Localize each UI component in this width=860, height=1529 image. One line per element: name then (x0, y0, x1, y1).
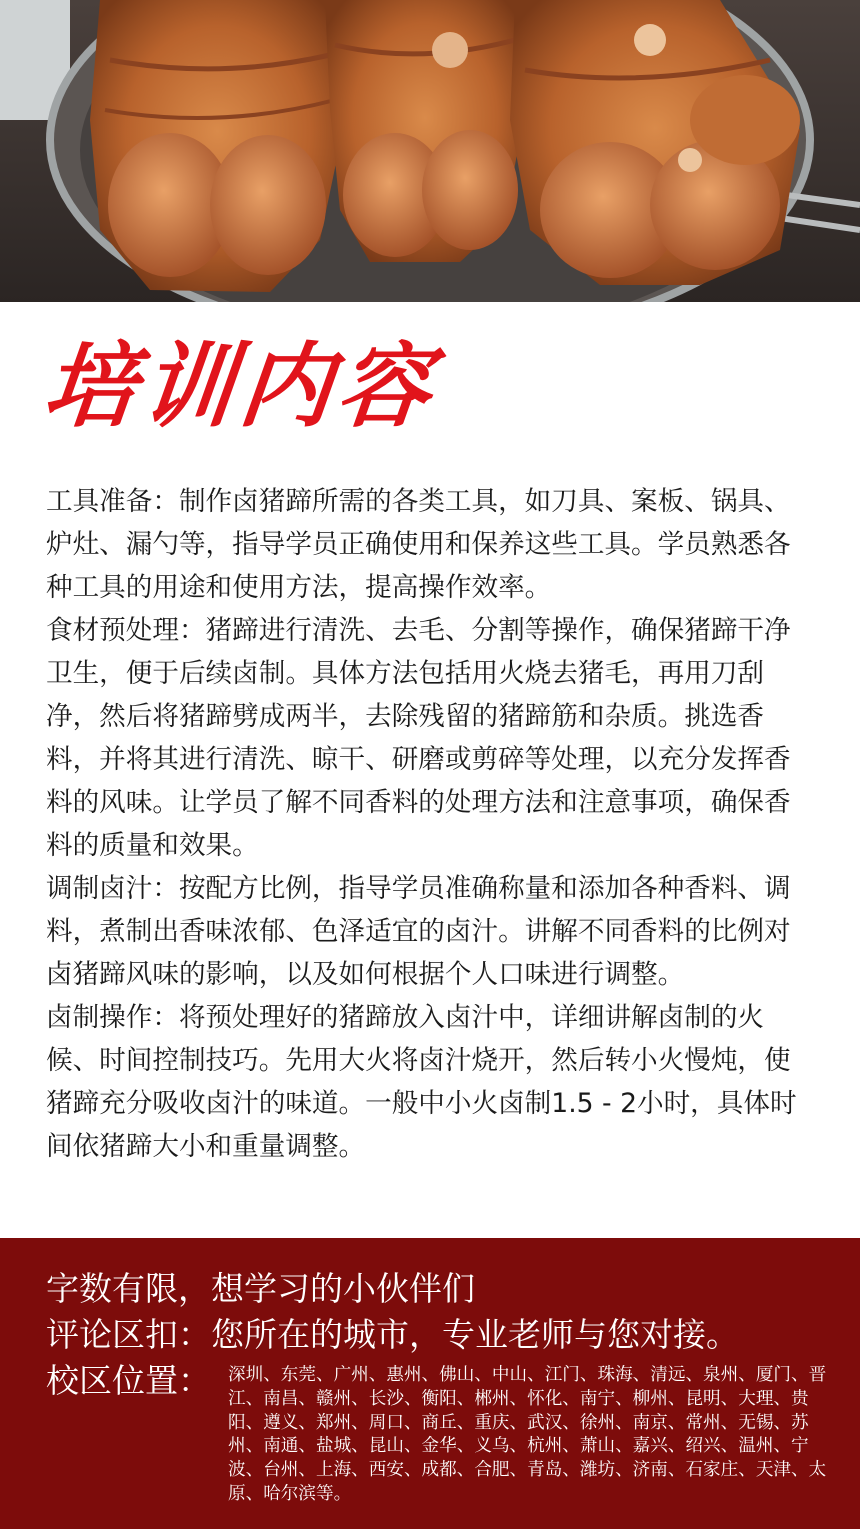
training-content-section (0, 302, 860, 1238)
braised-pig-trotters-photo (0, 0, 860, 302)
paragraph-braising: 卤制操作：将预处理好的猪蹄放入卤汁中，详细讲解卤制的火候、时间控制技巧。先用大火将卤汁烧开，然后转小火慢炖，使猪蹄充分吸收卤汁的味道。一般中小火卤制1.5 - 2小时，具体时间依猪蹄大小和重量调整。 (46, 1002, 797, 1162)
paragraph-brine: 调制卤汁：按配方比例，指导学员准确称量和添加各种香料、调料，煮制出香味浓郁、色泽适宜的卤汁。讲解不同香料的比例对卤猪蹄风味的影响，以及如何根据个人口味进行调整。 (46, 873, 791, 990)
paragraph-ingredient-prep: 食材预处理：猪蹄进行清洗、去毛、分割等操作，确保猪蹄干净卫生，便于后续卤制。具体方法包括用火烧去猪毛，再用刀刮净，然后将猪蹄劈成两半，去除残留的猪蹄筋和杂质。挑选香料，并将其进行清洗、晾干、研磨或剪碎等处理，以充分发挥香料的风味。让学员了解不同香料的处理方法和注意事项，确保香料的质量和效果。 (46, 615, 791, 861)
paragraph-tools: 工具准备：制作卤猪蹄所需的各类工具，如刀具、案板、锅具、炉灶、漏勺等，指导学员正确使用和保养这些工具。学员熟悉各种工具的用途和使用方法，提高操作效率。 (46, 486, 791, 603)
footer-line-comment: 评论区扣：您所在的城市，专业老师与您对接。 (46, 1315, 739, 1354)
photo-illustration (0, 0, 860, 302)
campus-city-list: 深圳、东莞、广州、惠州、佛山、中山、江门、珠海、清远、泉州、厦门、晋江、南昌、赣州、长沙、衡阳、郴州、怀化、南宁、柳州、昆明、大理、贵阳、遵义、郑州、周口、商丘、重庆、武汉、徐州、南京、常州、无锡、苏州、南通、盐城、昆山、金华、义乌、杭州、萧山、嘉兴、绍兴、温州、宁波、台州、上海、西安、成都、合肥、青岛、潍坊、济南、石家庄、天津、太原、哈尔滨等。 (228, 1365, 827, 1504)
contact-footer (0, 1238, 860, 1529)
section-heading: 培训内容 (38, 333, 442, 440)
training-description (46, 480, 816, 1168)
footer-line-invite: 字数有限，想学习的小伙伴们 (46, 1269, 475, 1308)
campus-label: 校区位置： (46, 1361, 211, 1400)
